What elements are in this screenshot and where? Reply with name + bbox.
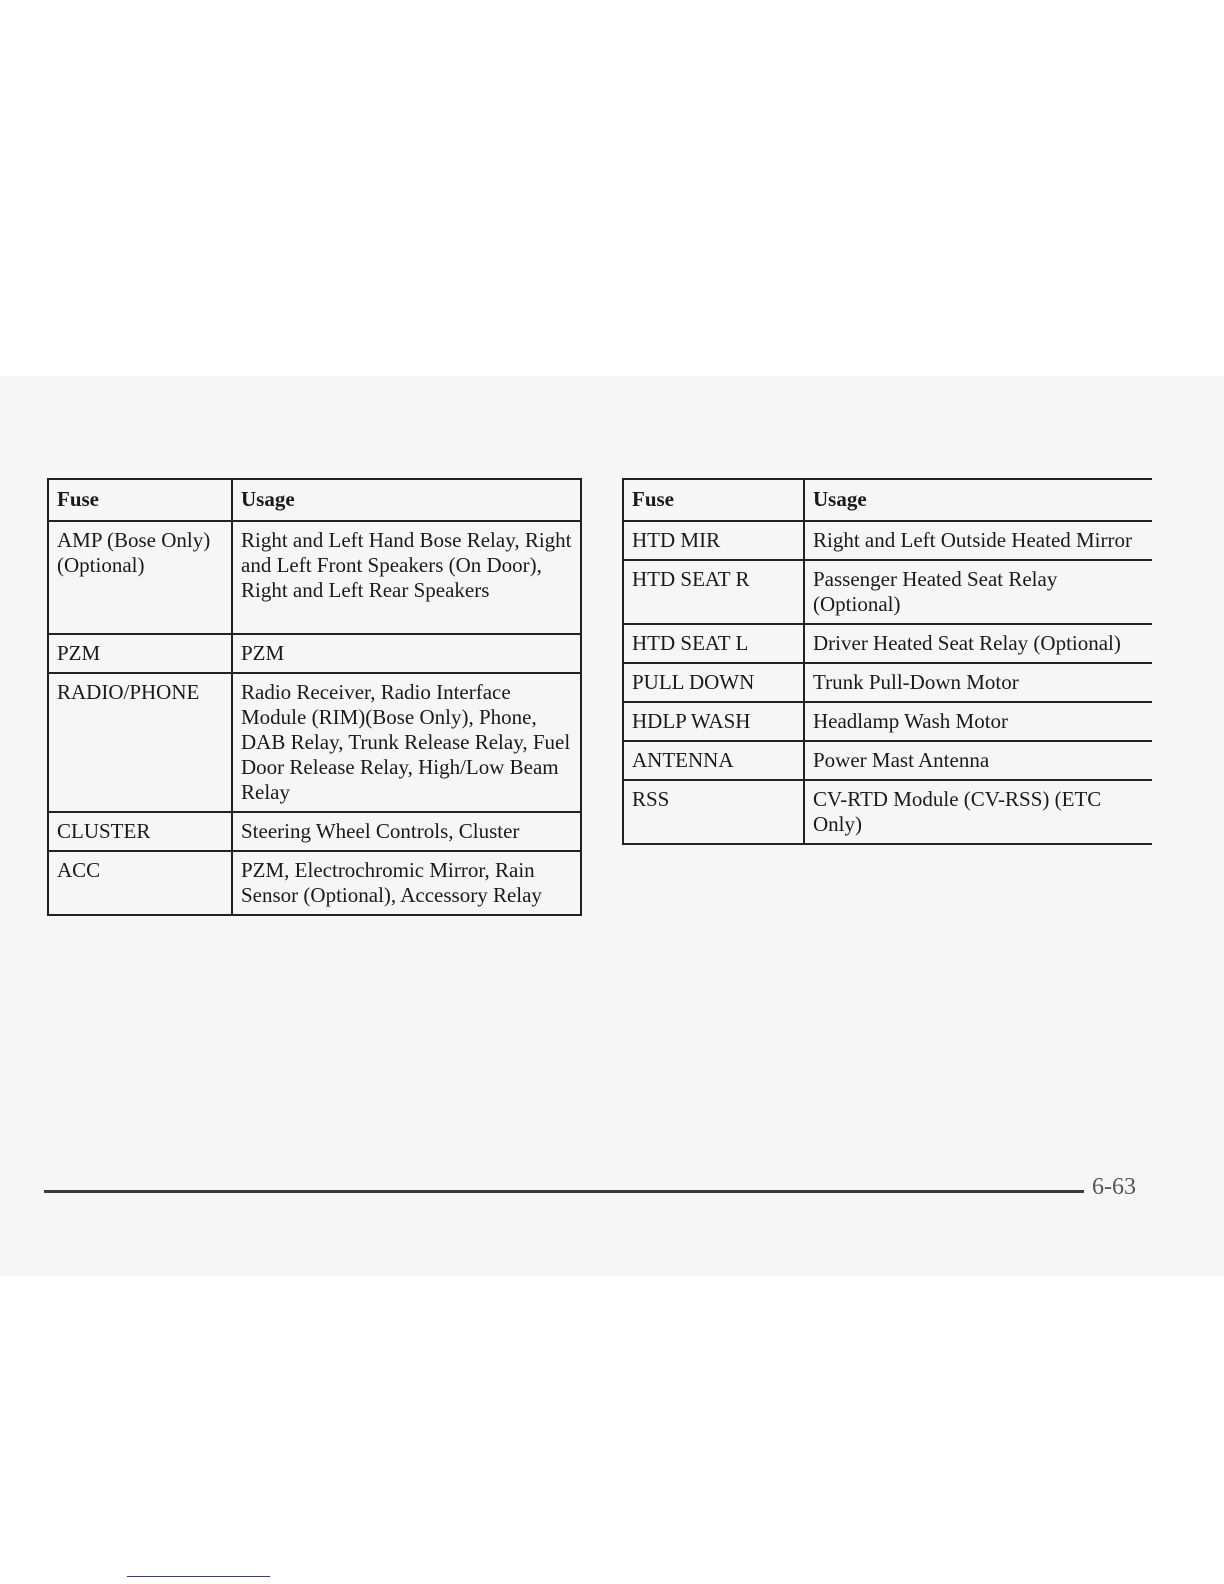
table-row xyxy=(48,521,581,634)
usage-cell: Passenger Heated Seat Relay (Optional) xyxy=(804,560,1152,624)
table-header-row xyxy=(48,479,581,521)
table-row xyxy=(623,780,1152,844)
fuse-cell: HTD MIR xyxy=(623,521,804,560)
fuse-cell: ANTENNA xyxy=(623,741,804,780)
table-row xyxy=(623,560,1152,624)
footer-rule xyxy=(44,1190,1084,1193)
fuse-cell: ACC xyxy=(48,851,232,915)
usage-cell: Trunk Pull-Down Motor xyxy=(804,663,1152,702)
fuse-cell: HTD SEAT R xyxy=(623,560,804,624)
page-number: 6-63 xyxy=(1092,1174,1136,1200)
fuse-cell: HDLP WASH xyxy=(623,702,804,741)
table-row xyxy=(623,521,1152,560)
usage-cell: Right and Left Outside Heated Mirror xyxy=(804,521,1152,560)
usage-cell: CV-RTD Module (CV-RSS) (ETC Only) xyxy=(804,780,1152,844)
usage-cell: PZM xyxy=(232,634,581,673)
usage-cell: Power Mast Antenna xyxy=(804,741,1152,780)
table-row xyxy=(48,634,581,673)
header-usage: Usage xyxy=(232,479,581,521)
divider-line xyxy=(127,1576,270,1577)
header-fuse: Fuse xyxy=(48,479,232,521)
fuse-cell: PZM xyxy=(48,634,232,673)
table-row xyxy=(48,812,581,851)
usage-cell: Headlamp Wash Motor xyxy=(804,702,1152,741)
table-header-row xyxy=(623,479,1152,521)
fuse-cell: RSS xyxy=(623,780,804,844)
fuse-cell: AMP (Bose Only)(Optional) xyxy=(48,521,232,634)
table-row xyxy=(48,851,581,915)
usage-cell: PZM, Electrochromic Mirror, Rain Sensor (Optional), Accessory Relay xyxy=(232,851,581,915)
fuse-cell: RADIO/PHONE xyxy=(48,673,232,812)
usage-cell: Right and Left Hand Bose Relay, Right and Left Front Speakers (On Door), Right and Left Rear Speakers xyxy=(232,521,581,634)
fuse-table-left xyxy=(47,478,582,916)
fuse-cell: PULL DOWN xyxy=(623,663,804,702)
usage-cell: Radio Receiver, Radio Interface Module (RIM)(Bose Only), Phone, DAB Relay, Trunk Release Relay, Fuel Door Release Relay, High/Low Beam Relay xyxy=(232,673,581,812)
usage-cell: Driver Heated Seat Relay (Optional) xyxy=(804,624,1152,663)
fuse-cell: HTD SEAT L xyxy=(623,624,804,663)
fuse-cell: CLUSTER xyxy=(48,812,232,851)
usage-cell: Steering Wheel Controls, Cluster xyxy=(232,812,581,851)
table-row xyxy=(48,673,581,812)
table-row xyxy=(623,741,1152,780)
table-row xyxy=(623,624,1152,663)
header-fuse: Fuse xyxy=(623,479,804,521)
table-row xyxy=(623,702,1152,741)
fuse-table-right xyxy=(622,478,1152,845)
header-usage: Usage xyxy=(804,479,1152,521)
table-row xyxy=(623,663,1152,702)
